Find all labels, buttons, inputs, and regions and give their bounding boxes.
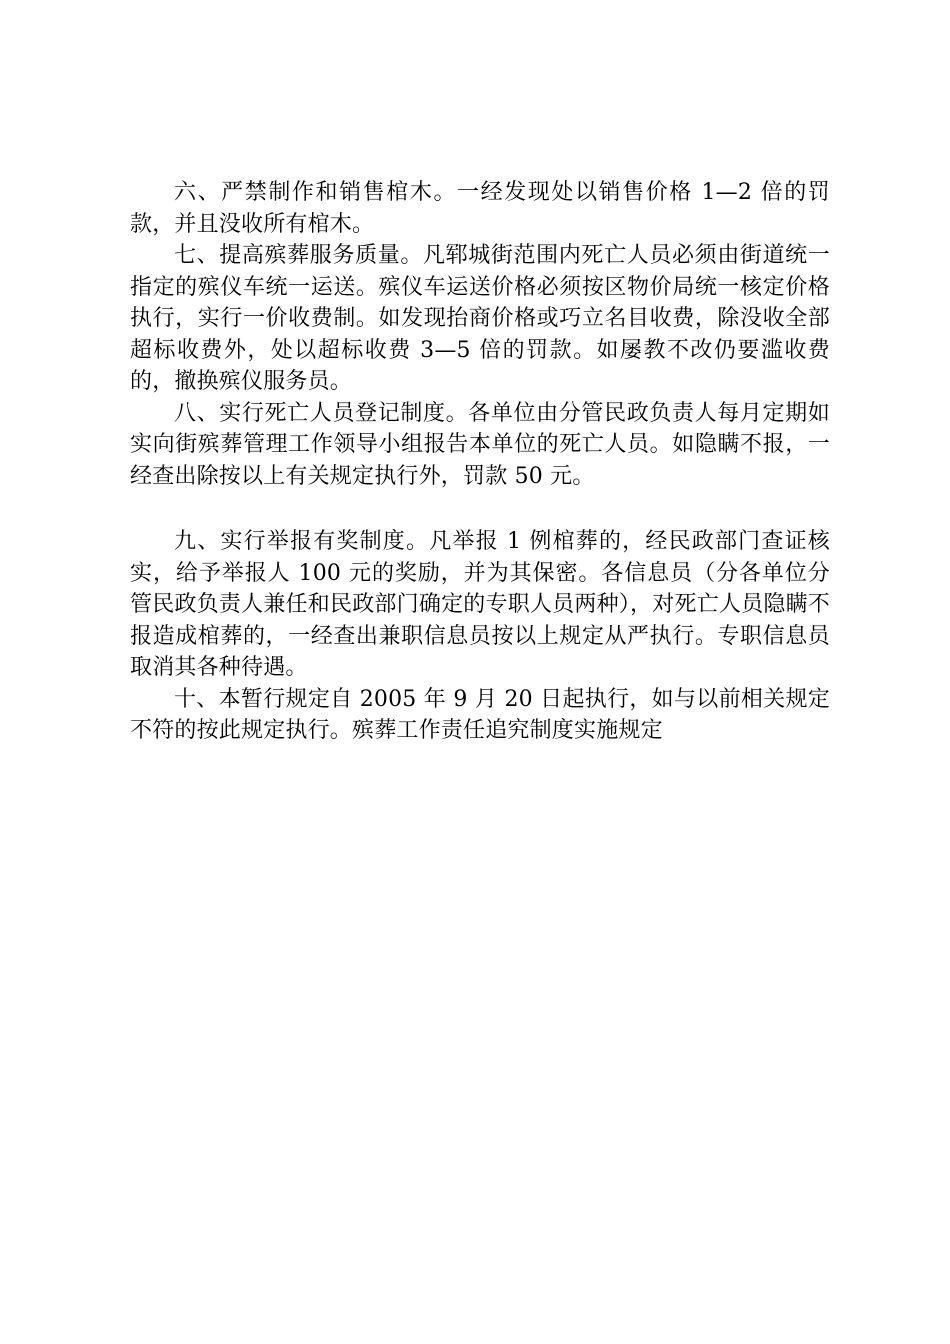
paragraph-8: 八、实行死亡人员登记制度。各单位由分管民政负责人每月定期如实向街殡葬管理工作领导小组报告本单位的死亡人员。如隐瞒不报，一经查出除按以上有关规定执行外，罚款 50 元。 (130, 400, 830, 489)
paragraph-7: 七、提高殡葬服务质量。凡郓城街范围内死亡人员必须由街道统一指定的殡仪车统一运送。殡仪车运送价格必须按区物价局统一核定价格执行，实行一价收费制。如发现抬商价格或巧立名目收费，除没收全部超标收费外，处以超标收费 3—5 倍的罚款。如屡教不改仍要滥收费的，撤换殡仪服务员。 (130, 243, 830, 394)
paragraph-gap (130, 492, 830, 526)
document-body (130, 177, 830, 747)
paragraph-10: 十、本暂行规定自 2005 年 9 月 20 日起执行，如与以前相关规定不符的按此规定执行。殡葬工作责任追究制度实施规定 (130, 686, 830, 743)
paragraph-9: 九、实行举报有奖制度。凡举报 1 例棺葬的，经民政部门查证核实，给予举报人 100 元的奖励，并为其保密。各信息员（分各单位分管民政负责人兼任和民政部门确定的专职人员两种），对死亡人员隐瞒不报造成棺葬的，一经查出兼职信息员按以上规定从严执行。专职信息员取消其各种待遇。 (130, 529, 830, 680)
paragraph-6: 六、严禁制作和销售棺木。一经发现处以销售价格 1—2 倍的罚款，并且没收所有棺木。 (130, 180, 830, 237)
